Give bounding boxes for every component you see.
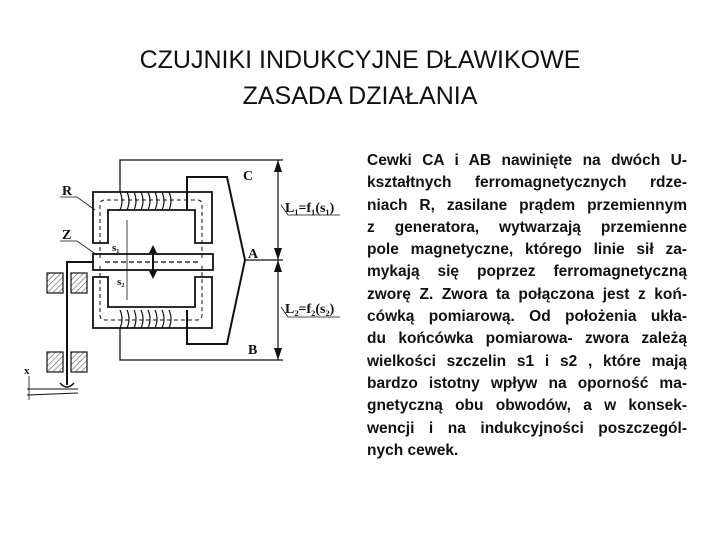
text-line: wencji i na indukcyjności poszczegól- bbox=[367, 419, 687, 437]
label-s2: s₂ bbox=[117, 276, 125, 288]
text-line: z generatora, wytwarzają przemienne bbox=[367, 218, 687, 236]
wire-a-bracket bbox=[187, 177, 245, 344]
label-b: B bbox=[248, 343, 258, 358]
text-line: cówką pomiarową. Od położenia ukła- bbox=[367, 308, 687, 326]
text-line: pole magnetyczne, którego linie sił za- bbox=[367, 241, 687, 259]
label-l2: L₂=f₂(s₂) bbox=[285, 302, 335, 317]
dimension-arrow-icon bbox=[274, 260, 282, 272]
text-line: mykają się poprzez ferromagnetyczną bbox=[367, 263, 687, 281]
coil-bottom bbox=[120, 310, 171, 328]
label-c: C bbox=[243, 169, 254, 184]
description-text bbox=[367, 150, 687, 462]
text-line: gnetyczną obu obwodów, a w konsek- bbox=[367, 397, 687, 415]
title-line-2: ZASADA DZIAŁANIA bbox=[242, 82, 478, 110]
coil-top bbox=[120, 192, 171, 210]
text-line: wielkości szczelin s1 i s2 , które mają bbox=[367, 352, 687, 370]
title-line-1: CZUJNIKI INDUKCYJNE DŁAWIKOWE bbox=[139, 46, 581, 74]
label-r: R bbox=[62, 184, 73, 199]
text-line: kształtnych ferromagnetycznych rdze- bbox=[367, 174, 687, 192]
bottom-core bbox=[93, 277, 212, 328]
x-indicator-line bbox=[27, 393, 78, 395]
text-line: niach R, zasilane prądem przemiennym bbox=[367, 196, 687, 214]
text-line: du końcówka pomiarowa- zwora zależą bbox=[367, 330, 687, 348]
label-l1: L₁=f₁(s₁) bbox=[285, 201, 335, 216]
text-line: nych cewek. bbox=[367, 441, 459, 459]
inductive-sensor-diagram bbox=[0, 0, 360, 420]
text-line: bardzo istotny wpływ na oporność ma- bbox=[367, 374, 687, 392]
text-line: Cewki CA i AB nawinięte na dwóch U- bbox=[367, 152, 687, 169]
label-x: x bbox=[24, 365, 30, 377]
text-line: zworę Z. Zwora ta połączona jest z koń- bbox=[367, 285, 687, 303]
label-a: A bbox=[248, 247, 259, 262]
label-z: Z bbox=[62, 228, 72, 243]
dimension-arrow-icon bbox=[274, 348, 282, 360]
label-s1: s₁ bbox=[112, 242, 120, 254]
dimension-arrow-icon bbox=[274, 248, 282, 260]
dimension-arrow-icon bbox=[274, 160, 282, 172]
